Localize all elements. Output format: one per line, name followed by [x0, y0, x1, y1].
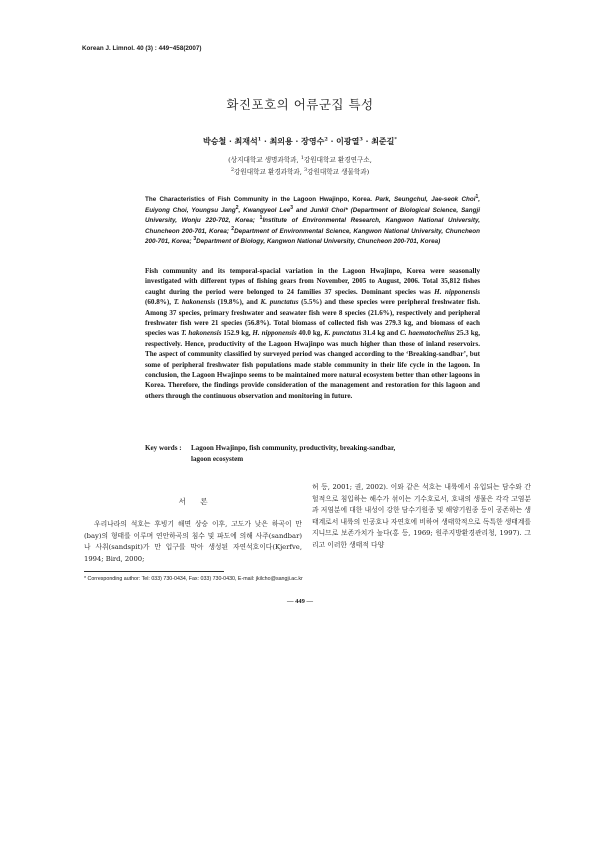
author-sup: 1 — [257, 136, 262, 143]
affiliation-sup: 3 — [303, 166, 308, 173]
author-separator: · — [261, 136, 270, 146]
author-separator: · — [362, 136, 372, 146]
abstract — [145, 266, 480, 401]
species-name: H. nipponensis — [252, 329, 297, 338]
footnote: * Corresponding author: Tel: 033) 730-0434, Fax: 033) 730-0430, E-mail: jkilcho@sangji.ac.kr — [84, 576, 303, 582]
species-name: T. hakonensis — [173, 298, 215, 307]
affiliation-line-2 — [0, 166, 600, 176]
author-text: Park, Seungchul, Jae-seok Choi — [371, 196, 476, 203]
abstract-text: (19.8%), and — [214, 298, 261, 307]
affiliation-sup: 2 — [230, 166, 234, 173]
author-sup: 2 — [324, 136, 328, 143]
affiliation-text: 강원대학교 생물학과) — [307, 168, 370, 176]
author-name: 최재석 — [234, 136, 258, 146]
affiliation-text: and Junkil Choi* (Department of Biological Science, Sangji University, Wonju 220-702, Korea; — [145, 206, 480, 225]
affiliation-sup: 1 — [259, 215, 263, 222]
affiliation-sup: 1 — [300, 154, 304, 161]
affiliation-sup: 2 — [231, 225, 235, 232]
affiliation-text: (상지대학교 생명과학과, — [228, 156, 301, 164]
keywords-line: lagoon ecosystem — [191, 454, 244, 463]
author-name: 박승철 — [203, 136, 227, 146]
affiliation-text: 강원대학교 환경연구소, — [303, 156, 372, 164]
author-sup: 2 — [235, 204, 239, 211]
species-name: K. punctatus — [324, 329, 362, 338]
author-text: , Kwangyeol Lee — [238, 206, 291, 214]
page-title: 화진포호의 어류군집 특성 — [226, 97, 374, 112]
keywords — [145, 443, 480, 464]
author-sup: * — [394, 136, 397, 143]
abstract-text: 25.3 kg, respectively. Hence, productivity of the Lagoon Hwajinpo was much higher than those of inland reservoirs. The aspect of community classified by surveyed period was changed according to the ‘Breaking-sandbar’, but some of peripheral freshwater fish populations made stable community in their life cycle in the lagoon. In conclusion, the Lagoon Hwajinpo seems to be maintained more natural ecosystem better than other lagoons in Korea. Therefore, the findings provide consideration of the management and restoration for this lagoon and others through the continuous observation and monitoring in future. — [145, 329, 480, 400]
author-name: 장영수 — [301, 136, 325, 146]
species-name: K. punctatus — [260, 298, 299, 307]
author-list — [0, 136, 600, 147]
abstract-text: (5.5%) and these species were peripheral freshwater fish. Among 37 species, primary freshwater and seawater fish were 8 species (21.6%), respectively and peripheral freshwater fish were 21 species (56.8%). Total biomass of collected fish was 279.3 kg, and biomass of each species was — [145, 298, 480, 338]
author-separator: · — [327, 136, 337, 146]
keywords-line: Lagoon Hwajinpo, fish community, productivity, breaking-sandbar, — [191, 444, 396, 452]
author-sup: 3 — [359, 136, 363, 143]
abstract-text: 31.4 kg and — [361, 329, 401, 338]
author-name: 이광열 — [336, 136, 360, 146]
section-heading: 서 론 — [178, 497, 208, 506]
abstract-text: 152.9 kg, — [221, 329, 253, 338]
page-number: — 449 — — [287, 598, 313, 605]
abstract-text: Fish community and its temporal-spacial variation in the Lagoon Hwajinpo, Korea were seasonally investigated with different types of fishing gears from November, 2005 to August, 2006. Total 35,812 fishes caught during the period were belonged to 24 families 37 species. Dominant species was — [145, 267, 480, 296]
abstract-paragraph — [145, 266, 480, 401]
body-right-column: 허 등, 2001; 권, 2002). 이와 같은 석호는 내륙에서 유입되는 담수와 간헐적으로 침입하는 해수가 섞이는 기수호로서, 호내의 생물은 각각 고염분과 저염분에 대한 내성이 강한 담수기원종 및 해양기원종 등이 공존하는 생태계로서 내륙의 인공호나 자연호에 비하여 생태학적으로 독특한 생태계를 지니므로 보존가치가 높다(홍 등, 1969; 원주지방환경관리청, 1997). 그리고 이러한 생태적 다양 — [312, 483, 531, 549]
affiliation-text: Department of Environmental Science, Kangwon National University, Chuncheon 200-701, Korea; — [145, 227, 480, 246]
author-text: , Euiyong Choi, Youngsu Jang — [145, 196, 480, 214]
species-name: H. nipponensis — [434, 287, 481, 296]
affiliation-text: Institute of Environmental Research, Kangwon National University, Chuncheon 200-701, Korea; — [145, 217, 480, 235]
author-name: 최의용 — [269, 136, 293, 146]
author-name: 최준길 — [371, 136, 395, 146]
keywords-label: Key words : — [145, 444, 182, 452]
body-left-column: 우리나라의 석호는 후빙기 해면 상승 이후, 고도가 낮은 하곡이 만(bay)의 형태를 이루며 연안하곡의 침수 및 파도에 의해 사주(sandbar)나 사취(sandspit)가 만 입구를 막아 생성된 자연석호이다(Kjerfve, 1994; Bird, 2000; — [84, 520, 302, 563]
author-separator: · — [226, 136, 235, 146]
affiliation-text: Department of Biology, Kangwon National University, Chuncheon 200-701, Korea) — [196, 238, 441, 246]
affiliation-text: 강원대학교 환경과학과, — [234, 168, 304, 176]
abstract-text: 40.0 kg, — [296, 329, 324, 338]
affiliation-sup: 3 — [193, 236, 197, 243]
journal-citation: Korean J. Limnol. 40 (3) : 449~458(2007) — [82, 45, 202, 52]
author-sup: 3 — [290, 204, 294, 211]
species-name: T. hakonensis — [181, 329, 222, 338]
english-title: The Characteristics of Fish Community in the Lagoon Hwajinpo, Korea. — [145, 196, 372, 203]
abstract-text: (60.8%), — [145, 298, 174, 307]
english-abstract-header — [145, 195, 480, 248]
author-sup: 1 — [475, 193, 479, 200]
species-name: C. haematochelius — [400, 329, 455, 338]
affiliation-line-1 — [0, 154, 600, 164]
footnote-divider — [84, 571, 224, 572]
author-separator: · — [292, 136, 302, 146]
